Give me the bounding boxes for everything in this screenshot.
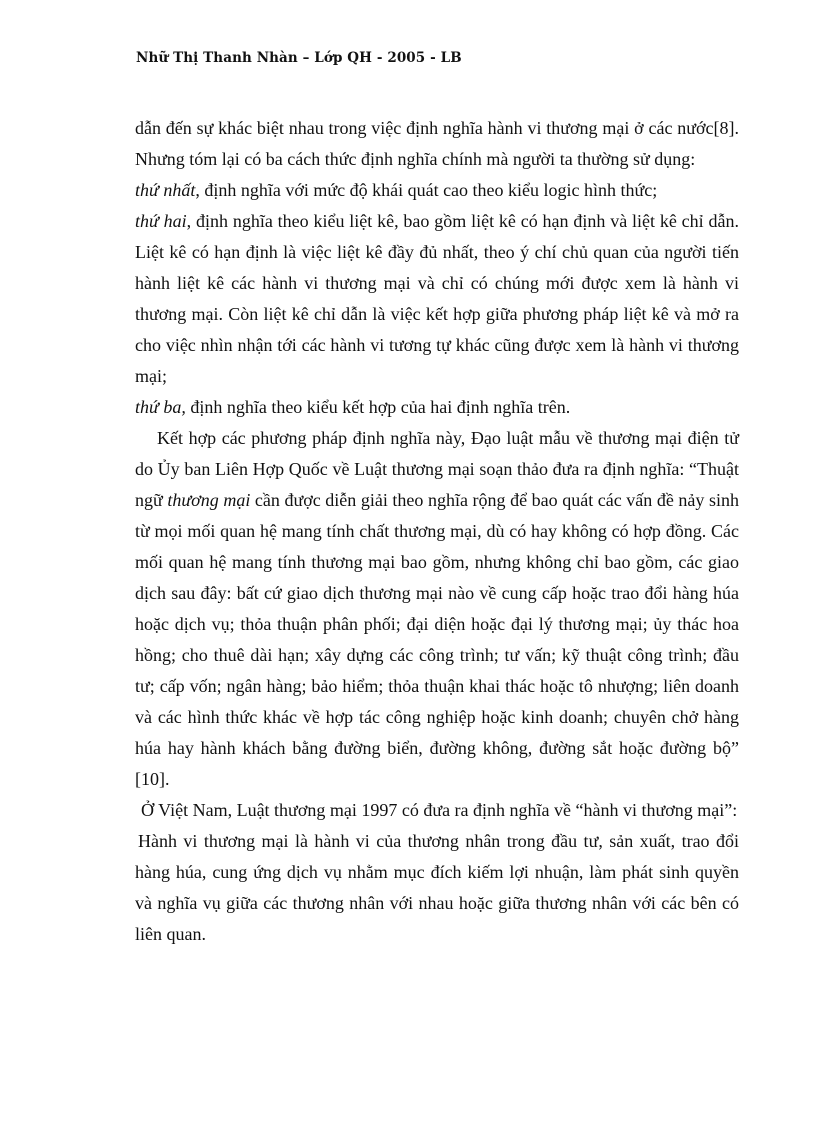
paragraph-second-method bbox=[135, 206, 739, 392]
text-third: định nghĩa theo kiểu kết hợp của hai định nghĩa trên. bbox=[185, 397, 571, 417]
model-law-text-before: Kết hợp các phương pháp định nghĩa này, Đạo luật mẫu về thương mại điện tử do Ủy ban Liên Hợp Quốc về Luật thương mại soạn thảo đưa ra định nghĩa: “Thuật ngữ bbox=[135, 428, 739, 510]
model-law-text-after: cần được diễn giải theo nghĩa rộng để bao quát các vấn đề nảy sinh từ mọi mối quan hệ mang tính chất thương mại, dù có hay không có hợp đồng. Các mối quan hệ mang tính thương mại bao gồm, nhưng không chỉ bao gồm, các giao dịch sau đây: bất cứ giao dịch thương mại nào về cung cấp hoặc trao đổi hàng húa hoặc dịch vụ; thỏa thuận phân phối; đại diện hoặc đại lý thương mại; ủy thác hoa hồng; cho thuê dài hạn; xây dựng các công trình; tư vấn; kỹ thuật công trình; đầu tư; cấp vốn; ngân hàng; bảo hiểm; thỏa thuận khai thác hoặc tô nhượng; liên doanh và các hình thức khác về hợp tác công nghiệp hoặc kinh doanh; chuyên chở hàng húa hay hành khách bằng đường biển, đường không, đường sắt hoặc đường bộ” [10]. bbox=[135, 490, 739, 789]
paragraph-intro: dẫn đến sự khác biệt nhau trong việc định nghĩa hành vi thương mại ở các nước[8]. Nhưng tóm lại có ba cách thức định nghĩa chính mà người ta thường sử dụng: bbox=[135, 118, 739, 169]
text-first: , định nghĩa với mức độ khái quát cao theo kiểu logic hình thức; bbox=[195, 180, 658, 200]
lead-second: thứ hai bbox=[135, 211, 187, 231]
lead-third: thứ ba, bbox=[135, 397, 186, 417]
body-text bbox=[135, 113, 739, 950]
model-law-term: thương mại bbox=[167, 490, 251, 510]
page-header: Nhữ Thị Thanh Nhàn – Lớp QH - 2005 - LB bbox=[136, 50, 462, 66]
paragraph-vietnam-law: Ở Việt Nam, Luật thương mại 1997 có đưa ra định nghĩa về “hành vi thương mại”: bbox=[141, 800, 738, 820]
paragraph-third-method bbox=[135, 392, 739, 423]
paragraph-definition: Hành vi thương mại là hành vi của thương nhân trong đầu tư, sản xuất, trao đổi hàng húa, cung ứng dịch vụ nhằm mục đích kiếm lợi nhuận, làm phát sinh quyền và nghĩa vụ giữa các thương nhân với nhau hoặc giữa thương nhân với các bên có liên quan. bbox=[135, 831, 739, 944]
paragraph-model-law bbox=[135, 423, 739, 795]
lead-first: thứ nhất bbox=[135, 180, 196, 200]
text-second: , định nghĩa theo kiểu liệt kê, bao gồm liệt kê có hạn định và liệt kê chỉ dẫn. Liệt kê có hạn định là việc liệt kê đầy đủ nhất, theo ý chí chủ quan của người tiến hành liệt kê các hành vi thương mại và chỉ có chúng mới được xem là hành vi thương mại. Còn liệt kê chỉ dẫn là việc kết hợp giữa phương pháp liệt kê và mở ra cho việc nhìn nhận tới các hành vi tương tự khác cũng được xem là hành vi thương mại; bbox=[135, 211, 739, 386]
paragraph-first-method bbox=[135, 175, 739, 206]
